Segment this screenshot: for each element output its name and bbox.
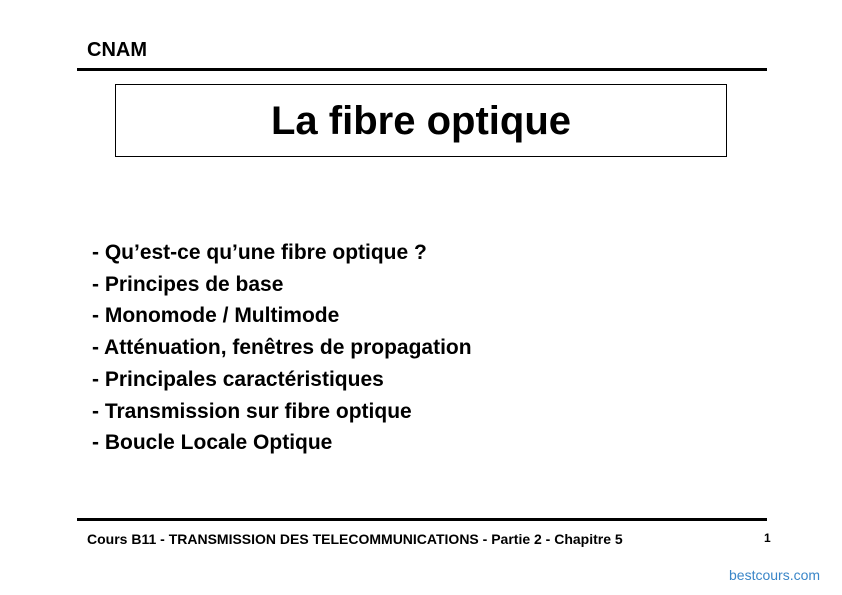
list-item: - Atténuation, fenêtres de propagation: [92, 336, 472, 360]
topic-list: [92, 237, 472, 459]
list-item: - Boucle Locale Optique: [92, 431, 333, 455]
course-footer: Cours B11 - TRANSMISSION DES TELECOMMUNICATIONS - Partie 2 - Chapitre 5: [87, 531, 623, 547]
institution-label: CNAM: [87, 39, 147, 61]
list-item: - Principales caractéristiques: [92, 367, 384, 391]
footer-divider: [77, 518, 767, 521]
list-item: - Qu’est-ce qu’une fibre optique ?: [92, 241, 427, 264]
page-number: 1: [764, 531, 771, 545]
header-divider: [77, 68, 767, 71]
list-item: - Monomode / Multimode: [92, 304, 340, 328]
watermark-link[interactable]: bestcours.com: [729, 567, 821, 583]
page-title: La fibre optique: [271, 98, 571, 143]
title-frame: [115, 84, 727, 157]
list-item: - Principes de base: [92, 272, 284, 296]
list-item: - Transmission sur fibre optique: [92, 399, 412, 423]
